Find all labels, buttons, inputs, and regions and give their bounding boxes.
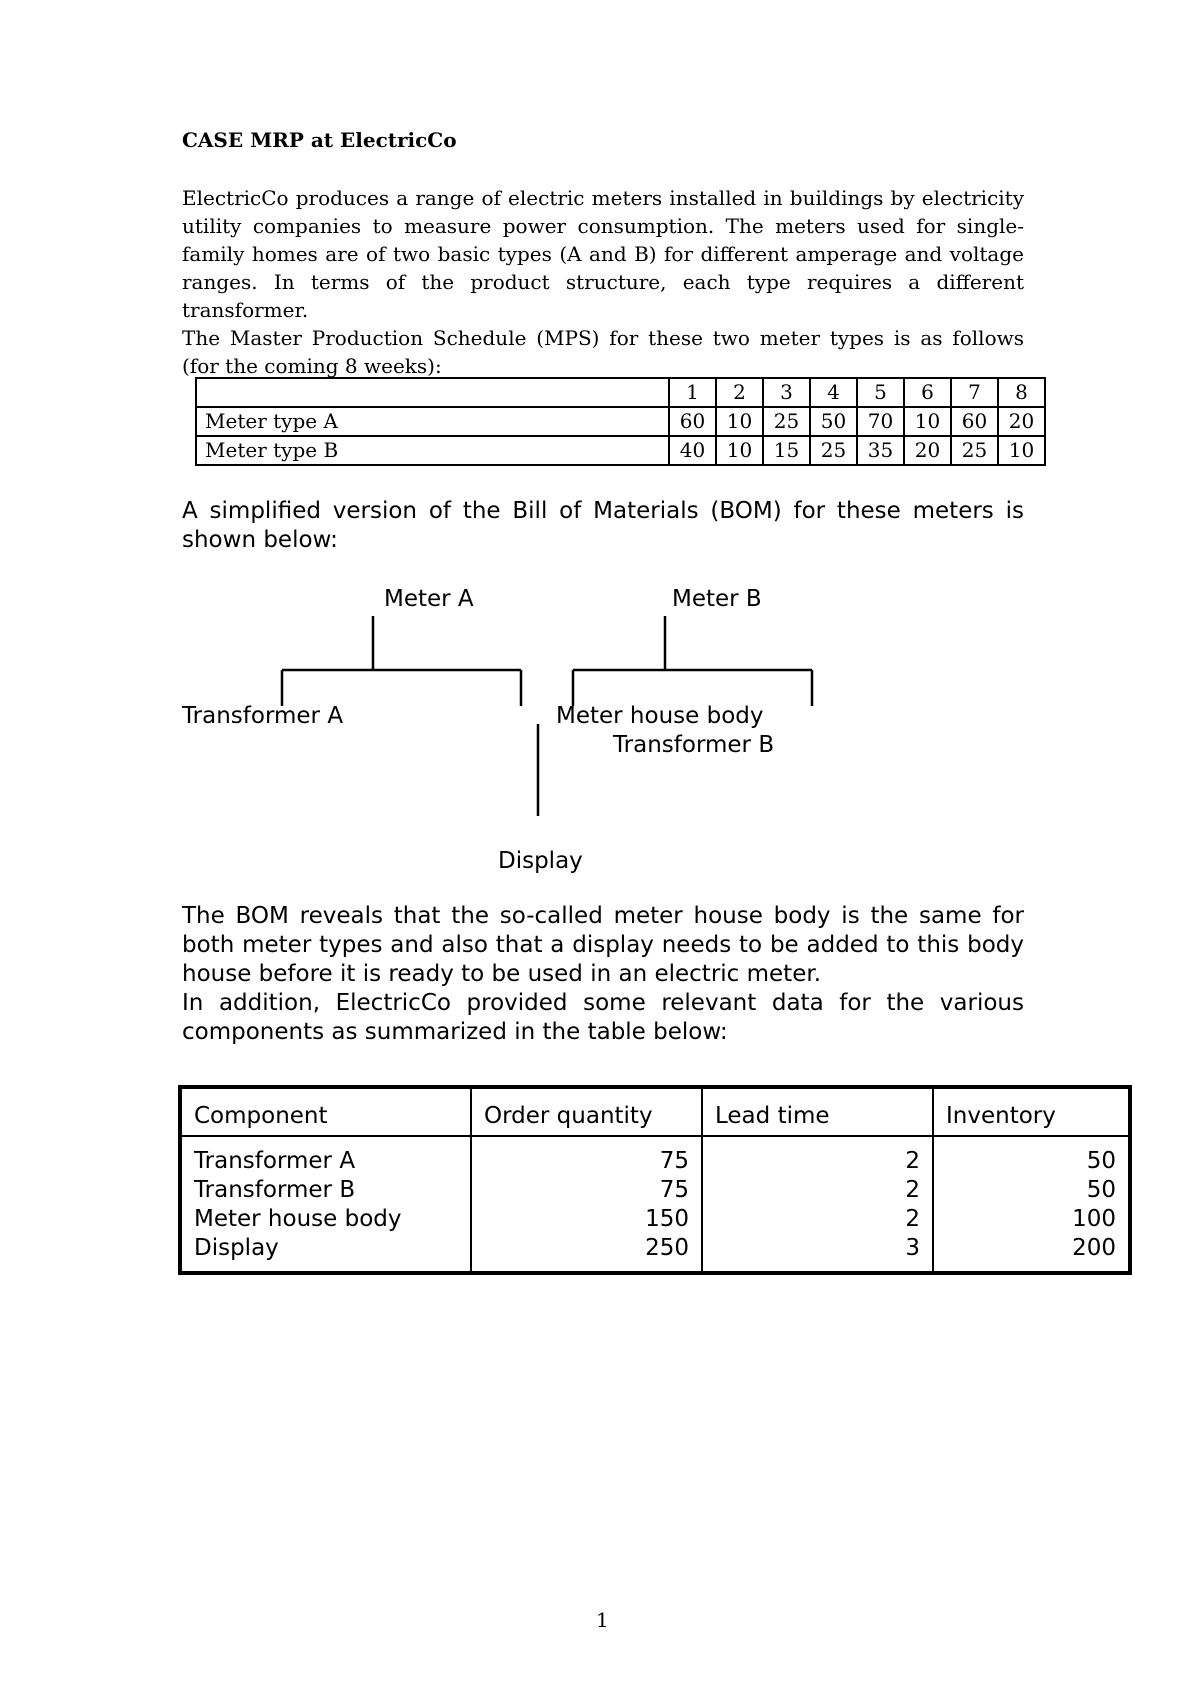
bom-node-meter-a: Meter A <box>384 586 474 612</box>
column-header-order-quantity: Order quantity <box>471 1087 702 1136</box>
mps-cell: 10 <box>716 407 763 436</box>
component-table <box>178 1085 1132 1275</box>
bom-node-display: Display <box>498 848 583 874</box>
order-quantity: 75 <box>471 1136 702 1176</box>
intro-paragraph-2: The Master Production Schedule (MPS) for these two meter types is as follows (for the coming 8 weeks): <box>182 326 1024 378</box>
bom-node-transformer-a: Transformer A <box>182 703 344 729</box>
lead-time: 2 <box>702 1136 933 1176</box>
column-header-lead-time: Lead time <box>702 1087 933 1136</box>
component-name: Meter house body <box>180 1205 471 1234</box>
mps-week-header: 1 <box>669 378 716 407</box>
column-header-inventory: Inventory <box>933 1087 1130 1136</box>
order-quantity: 150 <box>471 1205 702 1234</box>
table-row <box>180 1176 1130 1205</box>
mps-cell: 25 <box>951 436 998 465</box>
order-quantity: 250 <box>471 1234 702 1273</box>
page-number: 1 <box>596 1608 609 1632</box>
mps-week-header: 3 <box>763 378 810 407</box>
mps-week-header: 8 <box>998 378 1045 407</box>
document-title: CASE MRP at ElectricCo <box>182 128 457 152</box>
bom-intro-text: A simplified version of the Bill of Materials (BOM) for these meters is shown below: <box>182 498 1024 553</box>
mps-row-label: Meter type B <box>196 436 669 465</box>
mps-week-header: 2 <box>716 378 763 407</box>
bom-explanation-text <box>182 902 1024 1047</box>
bom-explanation-paragraph-2: In addition, ElectricCo provided some relevant data for the various components as summarized in the table below: <box>182 990 1024 1045</box>
order-quantity: 75 <box>471 1176 702 1205</box>
bom-node-meter-house-body: Meter house body <box>556 703 764 729</box>
inventory: 50 <box>1086 1177 1116 1203</box>
inventory: 100 <box>1072 1206 1116 1232</box>
intro-paragraph-1: ElectricCo produces a range of electric meters installed in buildings by electricity utility companies to measure power consumption. The meters used for single-family homes are of two basic types (A and B) for different amperage and voltage ranges. In terms of the product structure, each type requires a different transformer. <box>182 186 1024 322</box>
mps-cell: 35 <box>857 436 904 465</box>
mps-cell: 20 <box>998 407 1045 436</box>
mps-week-header: 5 <box>857 378 904 407</box>
mps-cell: 50 <box>810 407 857 436</box>
mps-cell: 60 <box>669 407 716 436</box>
table-row <box>180 1136 1130 1176</box>
mps-row-label: Meter type A <box>196 407 669 436</box>
mps-cell: 60 <box>951 407 998 436</box>
mps-cell: 15 <box>763 436 810 465</box>
column-header-component: Component <box>180 1087 471 1136</box>
component-name: Transformer B <box>180 1176 471 1205</box>
mps-cell: 25 <box>810 436 857 465</box>
mps-cell: 40 <box>669 436 716 465</box>
bom-explanation-paragraph-1: The BOM reveals that the so-called meter house body is the same for both meter types and also that a display needs to be added to this body house before it is ready to be used in an electric meter. <box>182 903 1024 987</box>
mps-cell: 70 <box>857 407 904 436</box>
mps-cell: 20 <box>904 436 951 465</box>
inventory: 200 <box>1072 1235 1116 1261</box>
lead-time: 2 <box>702 1176 933 1205</box>
mps-week-header: 4 <box>810 378 857 407</box>
bom-node-meter-b: Meter B <box>672 586 762 612</box>
mps-cell: 10 <box>998 436 1045 465</box>
inventory: 50 <box>1086 1148 1116 1174</box>
mps-cell: 10 <box>904 407 951 436</box>
lead-time: 2 <box>702 1205 933 1234</box>
lead-time: 3 <box>702 1234 933 1273</box>
component-header-row <box>180 1087 1130 1136</box>
mps-week-header: 6 <box>904 378 951 407</box>
mps-week-header: 7 <box>951 378 998 407</box>
component-name: Transformer A <box>180 1136 471 1176</box>
bom-node-transformer-b: Transformer B <box>613 732 775 758</box>
mps-cell: 10 <box>716 436 763 465</box>
table-row <box>180 1205 1130 1234</box>
component-name: Display <box>180 1234 471 1273</box>
mps-cell: 25 <box>763 407 810 436</box>
table-row <box>180 1234 1130 1273</box>
